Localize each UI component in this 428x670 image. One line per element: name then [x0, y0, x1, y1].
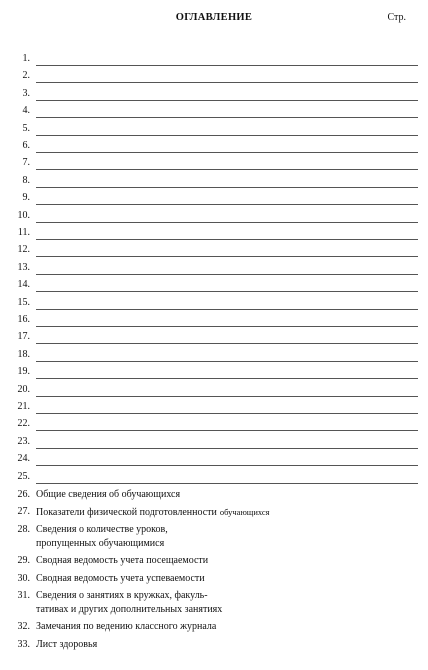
- toc-row: [0, 139, 428, 153]
- toc-row: [0, 523, 428, 537]
- row-number: 18.: [17, 348, 30, 360]
- row-number: 32.: [17, 621, 30, 633]
- row-number: 28.: [17, 523, 30, 535]
- section-title: [36, 523, 418, 537]
- section-label: пропущенных обучающимися: [36, 538, 167, 549]
- entry-line[interactable]: [36, 82, 418, 83]
- toc-row: [0, 191, 428, 205]
- toc-row: [0, 383, 428, 397]
- row-number: 9.: [22, 192, 30, 204]
- row-number: 11.: [17, 227, 30, 238]
- section-title: [36, 638, 418, 652]
- section-title: [36, 488, 418, 502]
- entry-line[interactable]: [36, 204, 418, 205]
- row-number: 27.: [17, 506, 30, 518]
- row-number: 30.: [17, 572, 30, 584]
- page-title: ОГЛАВЛЕНИЕ: [175, 12, 253, 23]
- entry-line[interactable]: [36, 100, 418, 101]
- row-number: 1.: [22, 53, 30, 64]
- section-title: [36, 603, 418, 617]
- row-number: 19.: [17, 366, 30, 378]
- section-title: [36, 572, 418, 586]
- entry-line[interactable]: [36, 361, 418, 362]
- entry-line[interactable]: [36, 135, 418, 136]
- toc-row: [0, 620, 428, 634]
- toc-row: [0, 156, 428, 170]
- row-number: 6.: [22, 140, 30, 151]
- entry-line[interactable]: [36, 430, 418, 431]
- row-number: 2.: [22, 70, 30, 82]
- toc-row: [0, 313, 428, 327]
- entry-line[interactable]: [36, 465, 418, 466]
- toc-row: [0, 603, 428, 617]
- toc-row: [0, 400, 428, 414]
- section-title: [36, 554, 418, 568]
- entry-line[interactable]: [36, 117, 418, 118]
- entry-line[interactable]: [36, 152, 418, 153]
- row-number: 8.: [22, 174, 30, 186]
- row-number: 10.: [17, 209, 30, 221]
- row-number: 20.: [17, 383, 30, 395]
- toc-row: [0, 52, 428, 66]
- section-label-small: обучающихся: [220, 507, 273, 517]
- entry-line[interactable]: [36, 222, 418, 223]
- toc-row: [0, 417, 428, 431]
- section-label: тативах и других дополнительных занятиях: [36, 604, 225, 615]
- row-number: 23.: [17, 435, 30, 447]
- toc-row: [0, 122, 428, 136]
- entry-line[interactable]: [36, 448, 418, 449]
- toc-row: [0, 452, 428, 466]
- row-number: 14.: [17, 279, 30, 291]
- toc-row: [0, 226, 428, 240]
- section-title: [36, 537, 418, 551]
- entry-line[interactable]: [36, 413, 418, 414]
- entry-line[interactable]: [36, 256, 418, 257]
- entry-line[interactable]: [36, 343, 418, 344]
- row-number: 26.: [17, 489, 30, 500]
- entry-line[interactable]: [36, 326, 418, 327]
- row-number: 5.: [22, 122, 30, 134]
- toc-row: [0, 87, 428, 101]
- entry-line[interactable]: [36, 65, 418, 66]
- toc-row: [0, 330, 428, 344]
- toc-row: [0, 537, 428, 551]
- row-number: 22.: [17, 418, 30, 430]
- row-number: 31.: [17, 590, 30, 601]
- row-number: 4.: [22, 105, 30, 117]
- toc-row: [0, 104, 428, 118]
- row-number: 16.: [17, 314, 30, 325]
- entry-line[interactable]: [36, 274, 418, 275]
- toc-row: [0, 209, 428, 223]
- section-label: Сведения о занятиях в кружках, факуль-: [36, 590, 211, 601]
- toc-row: [0, 278, 428, 292]
- section-label: Сведения о количестве уроков,: [36, 524, 171, 535]
- toc-row: [0, 174, 428, 188]
- page-column-label: Стр.: [387, 12, 406, 23]
- toc-row: [0, 296, 428, 310]
- section-label: Сводная ведомость учета посещаемости: [36, 555, 211, 566]
- header: [0, 12, 428, 28]
- section-label: Общие сведения об обучающихся: [36, 489, 183, 500]
- row-number: 33.: [17, 638, 30, 650]
- toc-row: [0, 69, 428, 83]
- entry-line[interactable]: [36, 187, 418, 188]
- toc-row: [0, 589, 428, 603]
- toc-row: [0, 488, 428, 502]
- row-number: 3.: [22, 87, 30, 99]
- section-label: Замечания по ведению классного журнала: [36, 621, 219, 632]
- section-label: Лист здоровья: [36, 639, 100, 650]
- entry-line[interactable]: [36, 291, 418, 292]
- toc-row: [0, 572, 428, 586]
- entry-line[interactable]: [36, 169, 418, 170]
- entry-line[interactable]: [36, 483, 418, 484]
- row-number: 17.: [17, 331, 30, 343]
- toc-row: [0, 435, 428, 449]
- entry-line[interactable]: [36, 378, 418, 379]
- row-number: 24.: [17, 453, 30, 465]
- row-number: 25.: [17, 470, 30, 482]
- row-number: 12.: [17, 244, 30, 256]
- toc-row: [0, 348, 428, 362]
- entry-line[interactable]: [36, 309, 418, 310]
- row-number: 15.: [17, 296, 30, 308]
- toc-row: [0, 243, 428, 257]
- toc-row: [0, 505, 428, 519]
- entry-line[interactable]: [36, 239, 418, 240]
- toc-row: [0, 365, 428, 379]
- toc-row: [0, 638, 428, 652]
- entry-line[interactable]: [36, 396, 418, 397]
- toc-row: [0, 261, 428, 275]
- toc-row: [0, 554, 428, 568]
- row-number: 21.: [17, 401, 30, 412]
- row-number: 13.: [17, 261, 30, 273]
- section-title: [36, 589, 418, 603]
- toc-row: [0, 470, 428, 484]
- section-title: [36, 505, 418, 520]
- row-number: 29.: [17, 555, 30, 567]
- section-label: Показатели физической подготовленности: [36, 507, 220, 518]
- row-number: 7.: [22, 157, 30, 169]
- section-title: [36, 620, 418, 634]
- section-label: Сводная ведомость учета успеваемости: [36, 573, 208, 584]
